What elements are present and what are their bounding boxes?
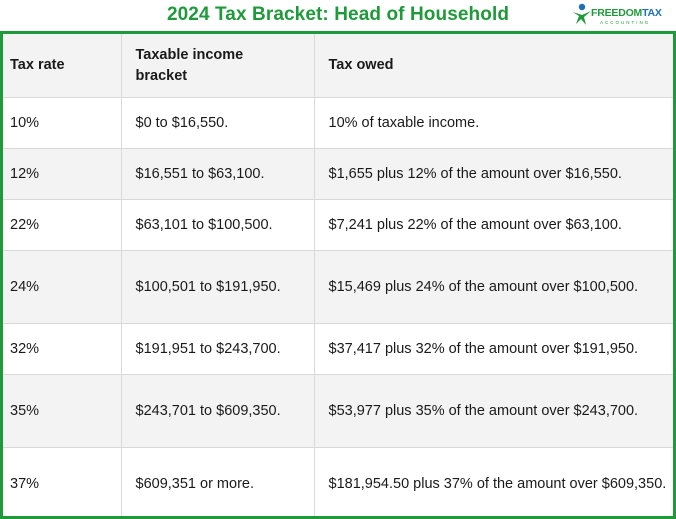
page-title: 2024 Tax Bracket: Head of Household — [166, 4, 510, 25]
rate-cell: 10% — [3, 98, 121, 149]
owed-cell: $53,977 plus 35% of the amount over $243,700. — [314, 375, 673, 448]
header-tax-owed: Tax owed — [314, 34, 673, 98]
rate-cell: 32% — [3, 324, 121, 375]
logo-subtitle: ACCOUNTING — [600, 20, 651, 25]
bracket-cell: $100,501 to $191,950. — [121, 251, 314, 324]
table-row — [3, 375, 673, 448]
table-row — [3, 200, 673, 251]
rate-cell: 37% — [3, 448, 121, 519]
owed-cell: $37,417 plus 32% of the amount over $191,950. — [314, 324, 673, 375]
bracket-cell: $63,101 to $100,500. — [121, 200, 314, 251]
bracket-cell: $191,951 to $243,700. — [121, 324, 314, 375]
bracket-cell: $243,701 to $609,350. — [121, 375, 314, 448]
bracket-cell: $0 to $16,550. — [121, 98, 314, 149]
owed-cell: 10% of taxable income. — [314, 98, 673, 149]
table-row — [3, 98, 673, 149]
header-tax-rate: Tax rate — [3, 34, 121, 98]
table-row — [3, 149, 673, 200]
freedomtax-logo — [572, 3, 676, 29]
person-logo-icon — [572, 3, 592, 27]
tax-bracket-table — [3, 34, 673, 519]
rate-cell: 22% — [3, 200, 121, 251]
owed-cell: $1,655 plus 12% of the amount over $16,550. — [314, 149, 673, 200]
table-header-row — [3, 34, 673, 98]
bracket-cell: $16,551 to $63,100. — [121, 149, 314, 200]
rate-cell: 12% — [3, 149, 121, 200]
table-row — [3, 251, 673, 324]
tax-table-frame — [0, 31, 676, 519]
header-income-bracket: Taxable income bracket — [121, 34, 314, 98]
logo-wordmark: FREEDOMTAX — [591, 7, 662, 19]
table-row — [3, 324, 673, 375]
owed-cell: $181,954.50 plus 37% of the amount over $609,350. — [314, 448, 673, 519]
bracket-cell: $609,351 or more. — [121, 448, 314, 519]
owed-cell: $15,469 plus 24% of the amount over $100,500. — [314, 251, 673, 324]
rate-cell: 35% — [3, 375, 121, 448]
rate-cell: 24% — [3, 251, 121, 324]
table-row — [3, 448, 673, 519]
owed-cell: $7,241 plus 22% of the amount over $63,100. — [314, 200, 673, 251]
page-header — [0, 0, 676, 31]
